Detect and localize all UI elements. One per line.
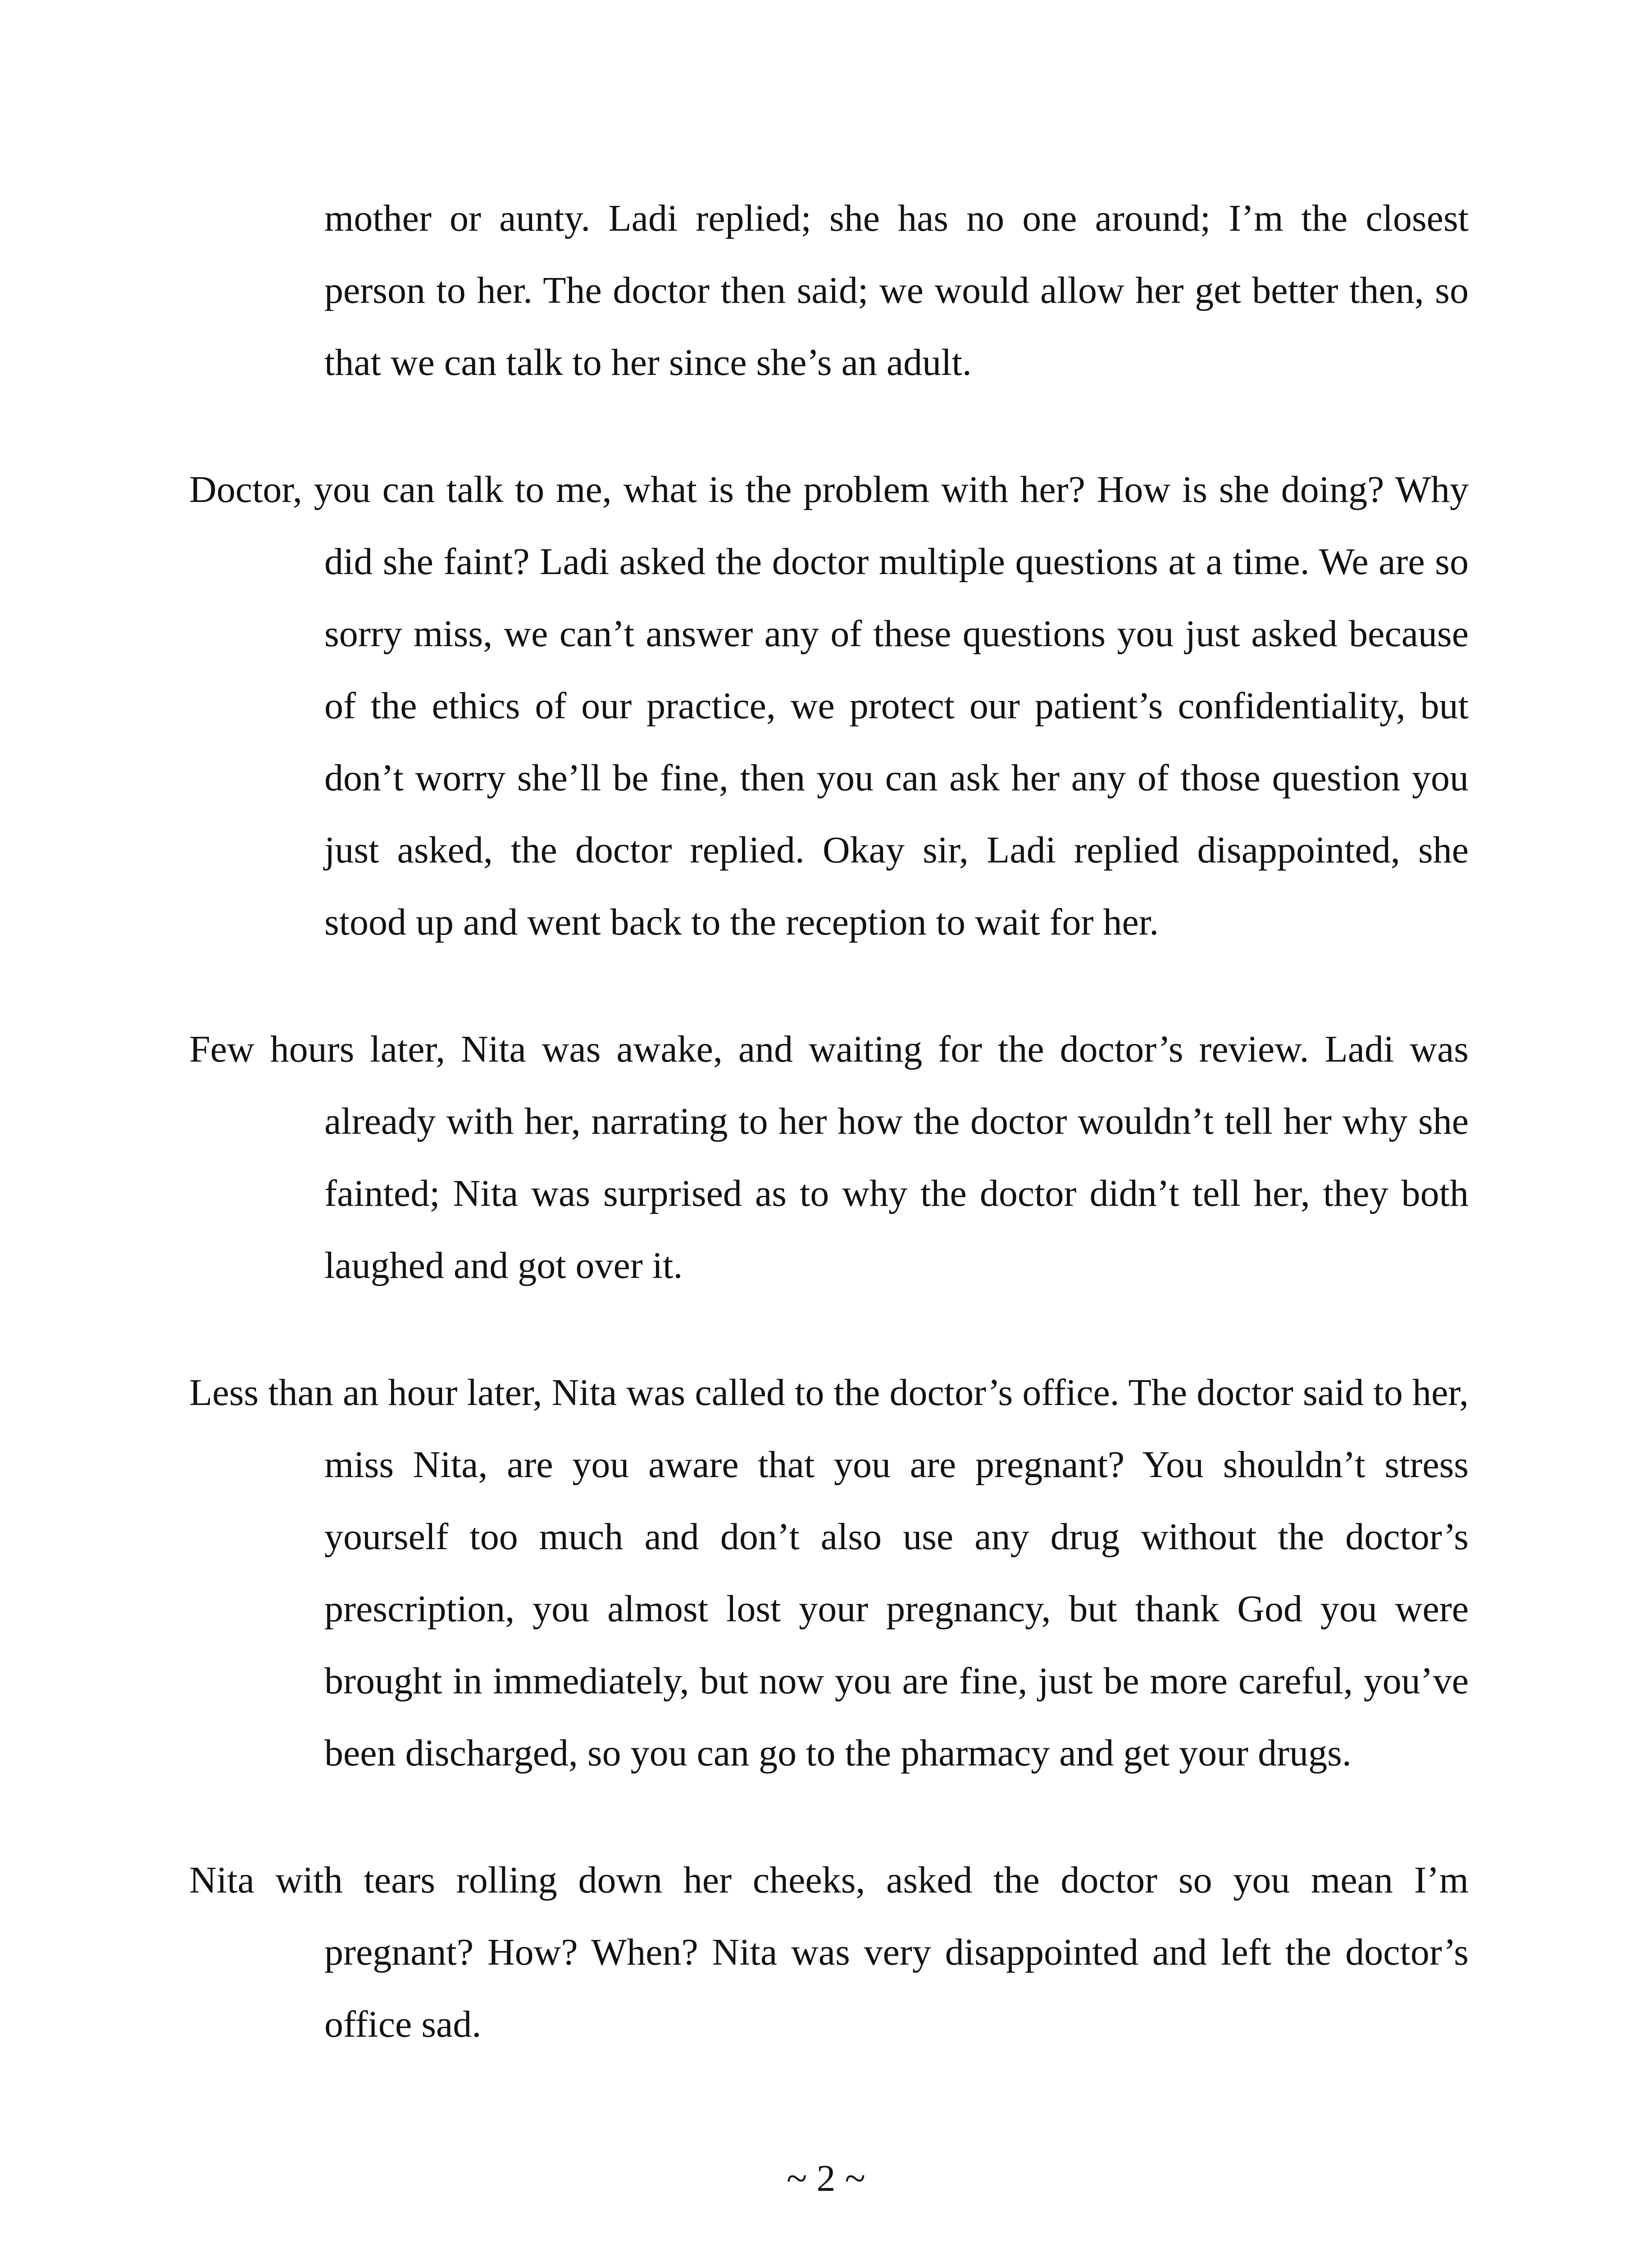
paragraph-nita-tears: Nita with tears rolling down her cheeks, asked the doctor so you mean I’m pregnant? How? When? Nita was very disappointed and left the doctor’s office sad. [189, 1859, 1469, 2045]
paragraph-nita-awake: Few hours later, Nita was awake, and waiting for the doctor’s review. Ladi was already with her, narrating to her how the doctor wouldn’t tell her why she fainted; Nita was surprised as to why the doctor didn’t tell her, they both laughed and got over it. [189, 1028, 1469, 1286]
document-body [189, 182, 1469, 2061]
paragraph-doctor-office: Less than an hour later, Nita was called to the doctor’s office. The doctor said to her, miss Nita, are you aware that you are pregnant? You shouldn’t stress yourself too much and don’t also use any drug without the doctor’s prescription, you almost lost your pregnancy, but thank God you were brought in immediately, but now you are fine, just be more careful, you’ve been discharged, so you can go to the pharmacy and get your drugs. [189, 1372, 1469, 1774]
paragraph-continuation: mother or aunty. Ladi replied; she has no one around; I’m the closest person to her. The doctor then said; we would allow her get better then, so that we can talk to her since she’s an adult. [324, 197, 1469, 383]
paragraph-doctor-questions: Doctor, you can talk to me, what is the problem with her? How is she doing? Why did she faint? Ladi asked the doctor multiple questions at a time. We are so sorry miss, we can’t answer any of these questions you just asked because of the ethics of our practice, we protect our patient’s confidentiality, but don’t worry she’ll be fine, then you can ask her any of those question you just asked, the doctor replied. Okay sir, Ladi replied disappointed, she stood up and went back to the reception to wait for her. [189, 469, 1469, 943]
page-number: ~ 2 ~ [787, 2157, 865, 2199]
